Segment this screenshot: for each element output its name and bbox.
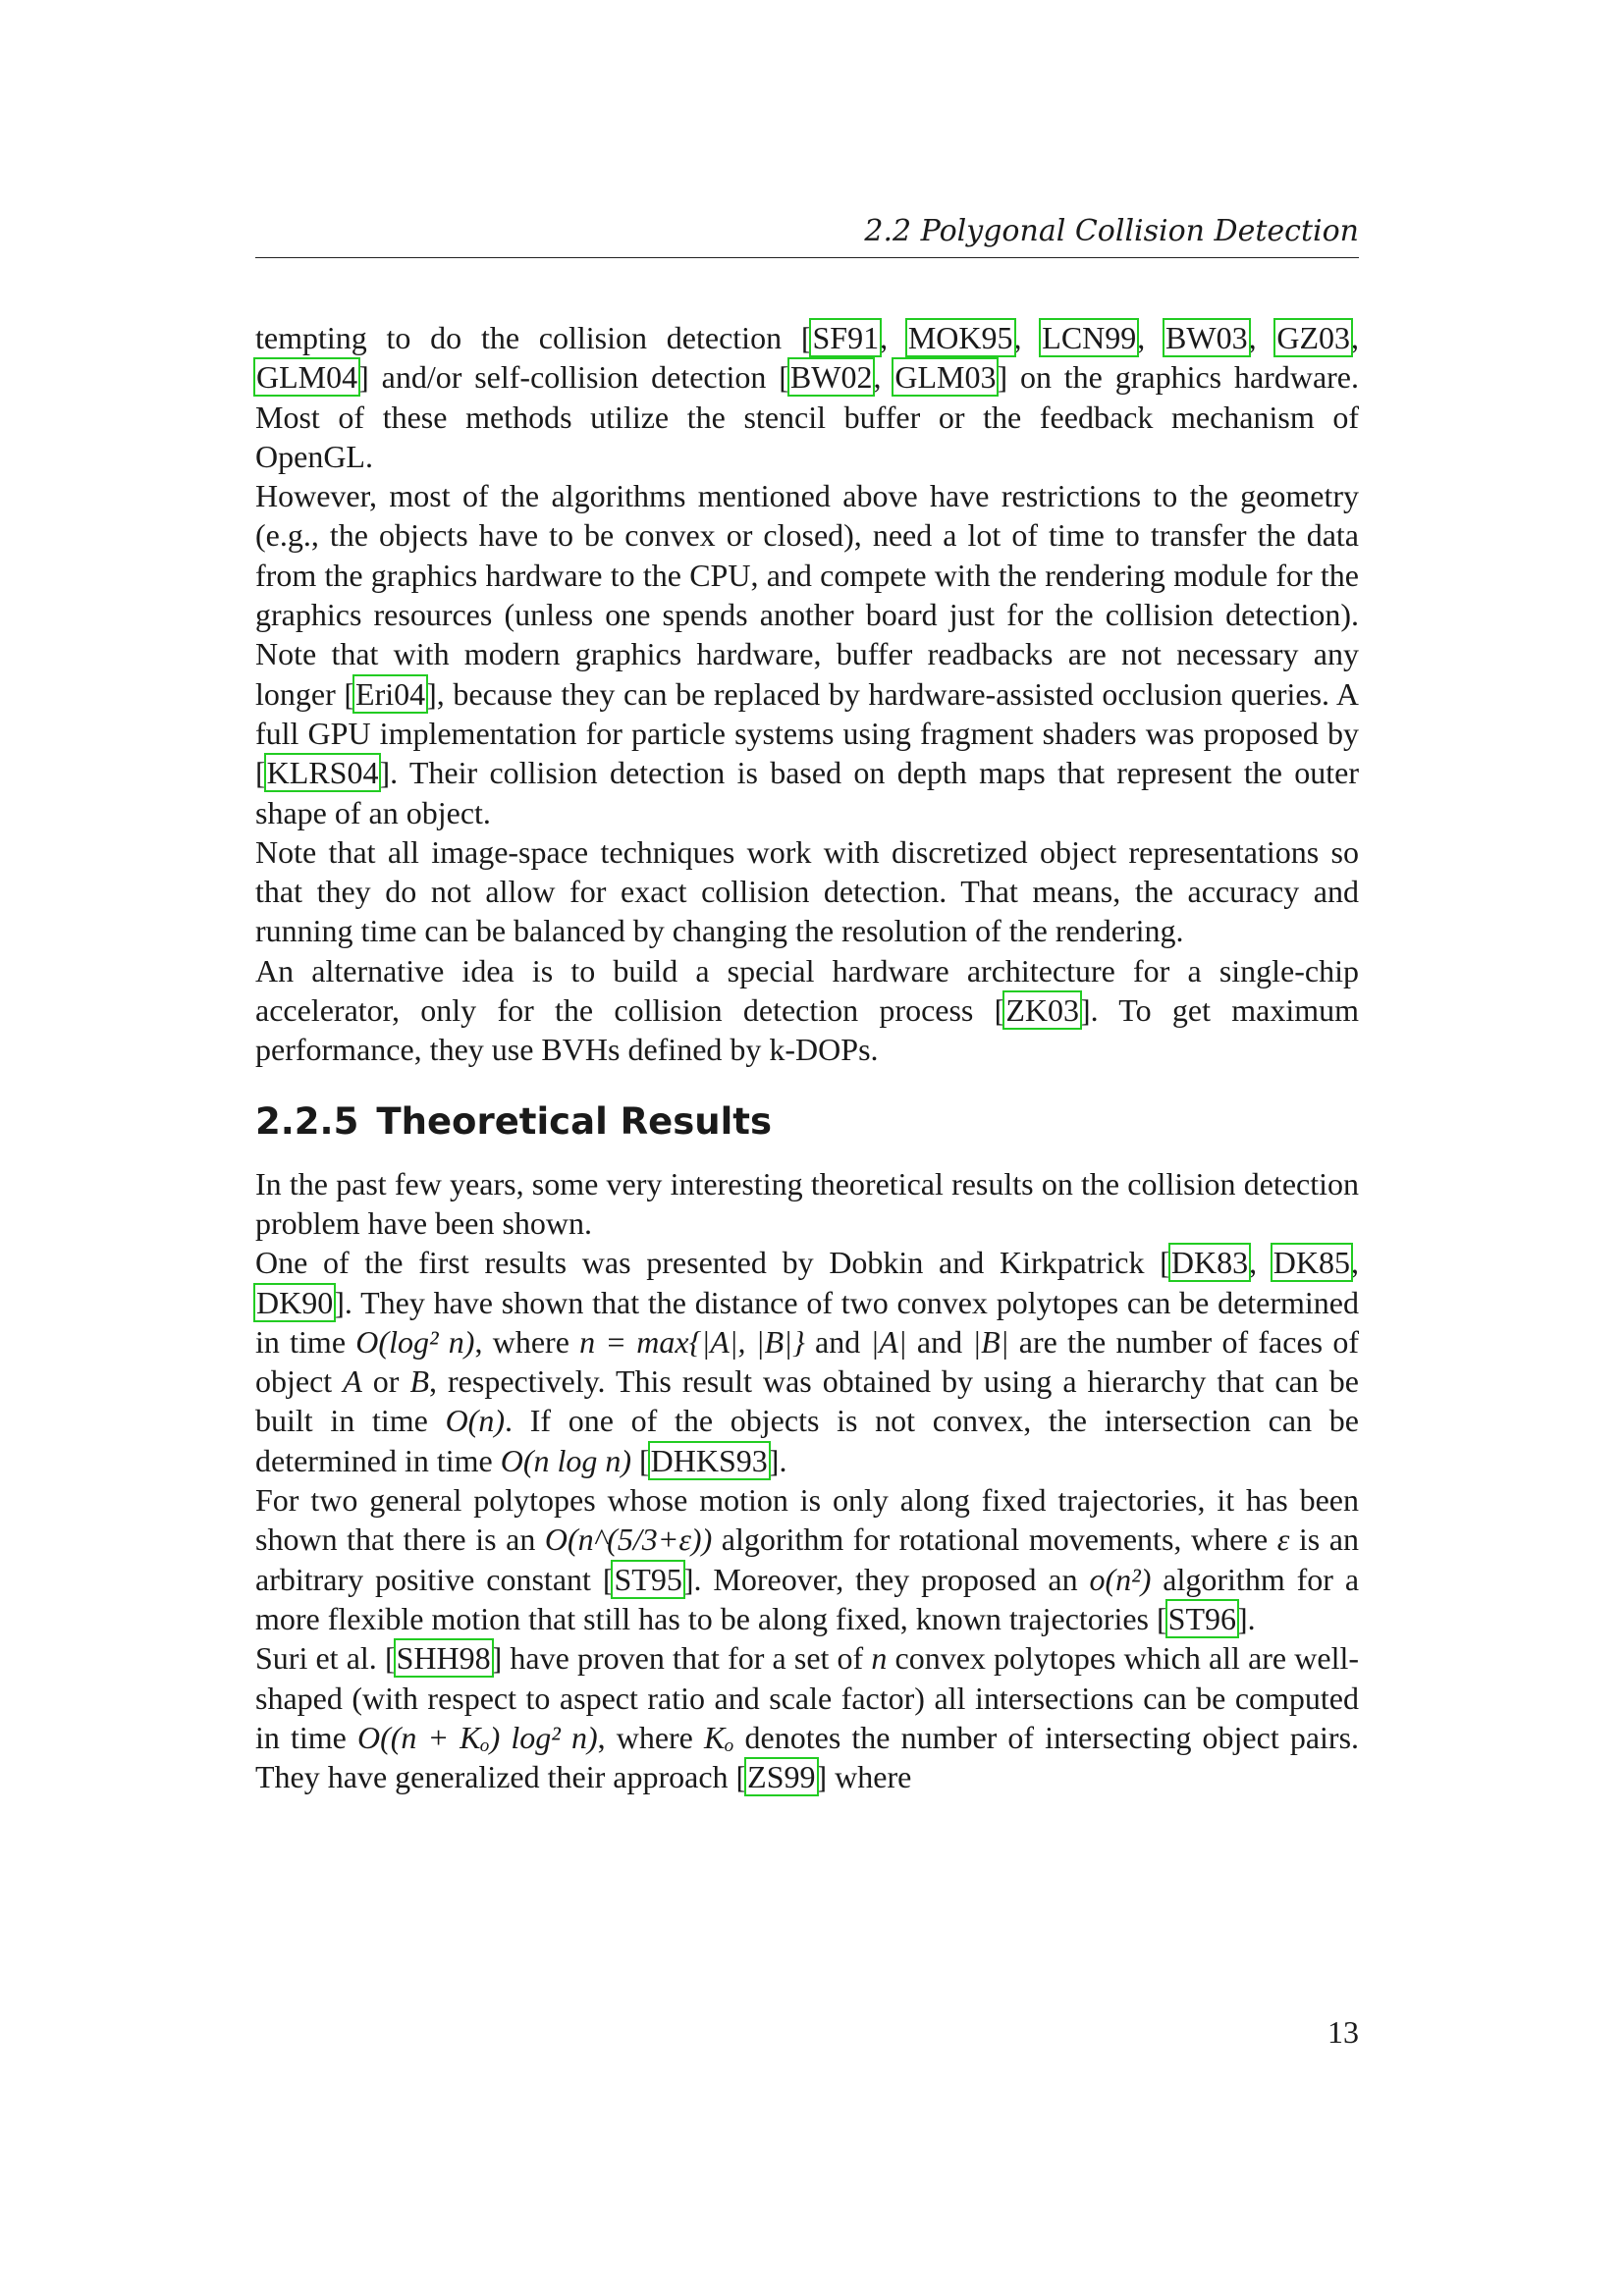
text: , (1248, 320, 1276, 355)
citation-link[interactable]: MOK95 (907, 320, 1013, 355)
text: ]. They have shown that the distance of two convex polytopes can be determined in time (255, 1284, 1359, 1360)
math: A (343, 1363, 362, 1400)
text: [ (631, 1442, 650, 1478)
citation-link[interactable]: ST96 (1167, 1600, 1236, 1636)
text: , (1137, 320, 1165, 355)
text: , (873, 359, 894, 396)
paragraph (255, 476, 1359, 832)
math: n (871, 1640, 888, 1677)
section-heading (255, 1097, 1359, 1147)
text: ] have proven that for a set of (491, 1640, 872, 1677)
text: , respectively. This result was obtained by using a hierarchy that can be built in time (255, 1363, 1359, 1439)
text: convex polytopes which all are well-shaped (with respect to aspect ratio and scale factor) all intersections can be computed in time (255, 1640, 1360, 1755)
text: are the number of faces of object (255, 1323, 1360, 1400)
text: ]. To get maximum performance, they use BVHs defined by k-DOPs. (255, 992, 1360, 1068)
citation-link[interactable]: DK85 (1272, 1245, 1351, 1281)
citation-link[interactable]: BW02 (789, 359, 873, 396)
text: , (1351, 1245, 1360, 1281)
math: B (409, 1363, 429, 1400)
text: , (1013, 320, 1042, 355)
page-number: 13 (1327, 2014, 1359, 2050)
text: An alternative idea is to build a special hardware architecture for a single-chip accelerator, only for the collision detection process [ (255, 952, 1359, 1029)
text: , (880, 320, 907, 355)
paragraph (255, 318, 1359, 476)
paragraph (255, 1164, 1359, 1244)
citation-link[interactable]: ZS99 (747, 1759, 816, 1795)
paragraph (255, 951, 1359, 1070)
text: . If one of the objects is not convex, the intersection can be determined in time (255, 1403, 1360, 1478)
text: ], because they can be replaced by hardware-assisted occlusion queries. A full GPU implementation for particle systems using fragment shaders was proposed by [ (255, 675, 1360, 791)
text: and (804, 1323, 871, 1360)
citation-link[interactable]: GLM03 (894, 359, 997, 396)
math: o(n²) (1089, 1561, 1152, 1597)
text: , where (474, 1323, 580, 1360)
paragraph (255, 1243, 1359, 1480)
text: ]. Moreover, they proposed an (682, 1561, 1090, 1597)
math: O(n) (445, 1403, 505, 1439)
math: O(log² n) (355, 1323, 475, 1360)
citation-link[interactable]: DK83 (1170, 1245, 1249, 1281)
section-title: Theoretical Results (376, 1099, 772, 1143)
citation-link[interactable]: LCN99 (1042, 320, 1137, 355)
text: algorithm for a more flexible motion that still has to be along fixed, known trajectories [ (255, 1561, 1360, 1636)
text: tempting to do the collision detection [ (255, 320, 812, 355)
text: is an arbitrary positive constant [ (255, 1522, 1360, 1597)
page-body (255, 318, 1359, 1796)
text: Note that all image-space techniques work with discretized object representations so that they do not allow for exact collision detection. That means, the accuracy and running time can be balanced by changing the resolution of the rendering. (255, 833, 1359, 949)
text: and (906, 1323, 973, 1360)
text: In the past few years, some very interesting theoretical results on the collision detection problem have been shown. (255, 1165, 1359, 1241)
section-number: 2.2.5 (255, 1099, 359, 1143)
citation-link[interactable]: ZK03 (1005, 992, 1079, 1029)
math: O((n + Kₒ) log² n) (356, 1719, 598, 1755)
math: |B| (972, 1323, 1009, 1360)
text: , where (597, 1719, 704, 1755)
text: or (361, 1363, 410, 1400)
citation-link[interactable]: SF91 (812, 320, 880, 355)
math: O(n log n) (500, 1442, 632, 1478)
paragraph (255, 1638, 1359, 1796)
citation-link[interactable]: DHKS93 (650, 1442, 768, 1478)
text: , (1351, 320, 1360, 355)
math: n = max{|A|, |B|} (579, 1323, 805, 1360)
text: ]. (1237, 1600, 1256, 1636)
text: However, most of the algorithms mentioned above have restrictions to the geometry (e.g., the objects have to be convex or closed), need a lot of time to transfer the data from the graphics hardware to the CPU, and compete with the rendering module for the graphics resources (unless one spends another board just for the collision detection). Note that with modern graphics hardware, buffer readbacks are not necessary any longer [ (255, 478, 1359, 712)
text: For two general polytopes whose motion is only along fixed trajectories, it has been shown that there is an (255, 1482, 1359, 1558)
citation-link[interactable]: SHH98 (396, 1640, 491, 1677)
citation-link[interactable]: ST95 (614, 1561, 682, 1597)
text: ] on the graphics hardware. Most of these methods utilize the stencil buffer or the feedback mechanism of OpenGL. (255, 359, 1360, 474)
text: algorithm for rotational movements, where (712, 1522, 1277, 1558)
text: ] where (816, 1759, 912, 1795)
text: ]. (768, 1442, 787, 1478)
citation-link[interactable]: Eri04 (355, 675, 426, 712)
citation-link[interactable]: KLRS04 (266, 755, 379, 791)
text: Suri et al. [ (255, 1640, 396, 1677)
header-title: 2.2 Polygonal Collision Detection (864, 214, 1359, 248)
text: One of the first results was presented by Dobkin and Kirkpatrick [ (255, 1245, 1170, 1281)
text: , (1249, 1245, 1272, 1281)
paragraph (255, 1480, 1359, 1638)
math: ε (1276, 1522, 1290, 1558)
citation-link[interactable]: GLM04 (256, 359, 358, 396)
math: O(n^(5/3+ε)) (544, 1522, 713, 1558)
text: ]. Their collision detection is based on depth maps that represent the outer shape of an object. (255, 755, 1359, 830)
citation-link[interactable]: BW03 (1165, 320, 1248, 355)
math: Kₒ (703, 1719, 734, 1755)
text: ] and/or self-collision detection [ (358, 359, 789, 396)
citation-link[interactable]: DK90 (256, 1284, 334, 1320)
text: denotes the number of intersecting object pairs. They have generalized their approach [ (255, 1719, 1360, 1795)
running-header (255, 212, 1359, 258)
citation-link[interactable]: GZ03 (1276, 320, 1351, 355)
math: |A| (870, 1323, 907, 1360)
paragraph (255, 832, 1359, 951)
